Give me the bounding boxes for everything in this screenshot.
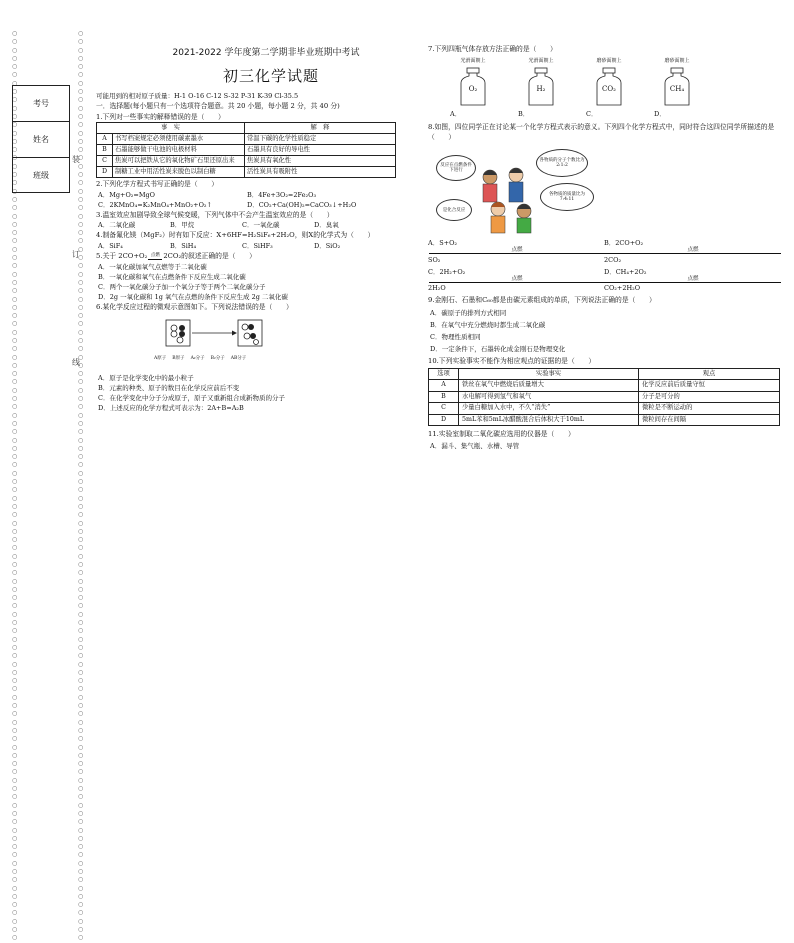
q1-head-expl: 解 释: [245, 123, 396, 134]
table-row: [429, 403, 780, 415]
equation-condition: 点燃: [605, 276, 781, 283]
subject-title: 初三化学试题: [222, 67, 319, 86]
equation-lhs: D．CH₄+2O₂: [604, 267, 647, 276]
q5-option-d[interactable]: D．2g 一氧化碳和 1g 氧气在点燃的条件下反应生成 2g 二氧化碳: [98, 292, 288, 301]
row-view: 微粒间存在间隔: [639, 414, 780, 426]
q2-option-a[interactable]: A．Mg+O₂=MgO: [98, 190, 155, 199]
equation-rhs: CO₂+2H₂O: [604, 283, 641, 292]
legend-b-atom: B原子: [172, 355, 185, 361]
question-4-stem: 4.制备氟化镁（MgF₂）时有如下反应：X+6HF=H₂SiF₆+2H₂O，则X的化学式为（ ）: [96, 231, 375, 240]
q9-option-d[interactable]: D．一定条件下，石墨转化成金刚石是物理变化: [430, 344, 566, 353]
bottle-option: C．: [586, 110, 598, 119]
row-fact: 少量白糖加入水中，不久“消失”: [459, 403, 639, 415]
gas-bottles: [450, 58, 700, 118]
equation-rhs: 2H₂O: [428, 283, 446, 292]
bottle-c[interactable]: [586, 58, 632, 118]
question-7-stem: 7.下列四瓶气体存放方法正确的是（ ）: [428, 45, 557, 53]
binding-dots-right: ○○○○○○○○○○○○○○○○○○○○○○○○○○○○○○○○○○○○○○○○○○○○○○○○○○○○○○○○○○○○○○○○○○○○○○○○○○○○○○○○○○○○○○○○○○○○○○○○○○○○○○○○○○○○○○: [78, 30, 86, 942]
bottle-gas: CO₂: [602, 85, 616, 94]
bottle-gas: CH₄: [669, 85, 685, 94]
q2-option-b[interactable]: B．4Fe+3O₂=2Fe₂O₃: [247, 190, 317, 199]
right-column: [428, 43, 780, 452]
question-4-options: [98, 242, 396, 250]
binding-dots-left: ○○○○○○○○○○○○○○○○○○○○○○○○○○○○○○○○○○○○○○○○○○○○○○○○○○○○○○○○○○○○○○○○○○○○○○○○○○○○○○○○○○○○○○○○○○○○○○○○○○○○○○○○○○○○○○: [12, 30, 20, 942]
speech-bubble-3: 是化合反应: [436, 199, 472, 221]
question-9-stem: 9.金刚石、石墨和C₆₀都是由碳元素组成的单质，下列说法正确的是（ ）: [428, 296, 656, 305]
bottle-option: D．: [654, 110, 666, 119]
exam-title: 2021-2022 学年度第二学期非毕业班期中考试: [172, 48, 360, 58]
row-fact: 铁丝在氧气中燃烧后质量增大: [459, 380, 639, 392]
row-option: B: [97, 145, 113, 156]
table-row: [97, 145, 396, 156]
bottle-label: 磨砂面朝上: [664, 58, 690, 65]
q5-option-c[interactable]: C．两个一氧化碳分子加一个氧分子等于两个二氧化碳分子: [98, 282, 266, 291]
bind-mark-xian: 线: [72, 358, 80, 367]
question-10-table: [428, 368, 780, 427]
row-option: D: [429, 414, 459, 426]
section-heading: 一．选择题(每小题只有一个选项符合题意。共 20 小题，每小题 2 分，共 40 分): [96, 102, 340, 111]
row-option: C: [429, 403, 459, 415]
q2-option-d[interactable]: D．CO₂+Ca(OH)₂=CaCO₃↓+H₂O: [247, 200, 357, 209]
question-8-options-cd: [428, 268, 780, 292]
equation-rhs: SO₂: [428, 255, 441, 264]
question-2-options-ab: [98, 191, 396, 199]
bottle-gas: H₂: [536, 85, 546, 94]
q4-option-d[interactable]: D．SiO₂: [314, 241, 341, 250]
bottle-option: A．: [450, 110, 462, 119]
equation-rhs: 2CO₂: [604, 255, 622, 264]
question-6-stem: 6.某化学反应过程的微观示意图如下。下列说法错误的是（ ）: [96, 303, 293, 312]
row-fact: 焦炭可以把铁从它的氧化物矿石里还原出来: [113, 156, 245, 167]
row-explanation: 焦炭具有氧化性: [245, 156, 396, 167]
q8-option-d[interactable]: [604, 268, 780, 292]
reaction-micro-diagram: [96, 314, 396, 372]
table-row: [429, 414, 780, 426]
equation-condition: 点燃: [429, 276, 605, 283]
q6-option-d[interactable]: D．上述反应的化学方程式可表示为：2A+B=A₂B: [98, 403, 244, 412]
speech-bubble-4: 各物质的质量比为7:4:11: [540, 183, 594, 211]
q8-option-c[interactable]: [428, 268, 604, 292]
q1-head-fact: 事 实: [97, 123, 245, 134]
row-fact: 石墨能够做干电池的电极材料: [113, 145, 245, 156]
q9-option-a[interactable]: A．碳原子的排列方式相同: [430, 308, 507, 317]
q4-option-b[interactable]: B．SiH₄: [170, 241, 197, 250]
question-8-options-ab: [428, 239, 780, 263]
q3-option-c[interactable]: C．一氧化碳: [242, 221, 280, 230]
q4-option-c[interactable]: C．SiHF₃: [242, 241, 273, 250]
bottle-b[interactable]: [518, 58, 564, 118]
q9-option-c[interactable]: C．物理性质相同: [430, 332, 481, 341]
q6-option-a[interactable]: A．原子是化学变化中的最小粒子: [98, 373, 194, 382]
q6-option-b[interactable]: B．元素的种类、原子的数目在化学反应前后不变: [98, 383, 240, 392]
equation-lhs: C．2H₂+O₂: [428, 267, 466, 276]
bind-mark-ding: 订: [72, 250, 80, 259]
q5-stem-post: 2CO₂的叙述正确的是（ ）: [163, 252, 256, 261]
q5-stem-pre: 5.关于 2CO+O₂: [96, 252, 148, 261]
speech-bubble-2: 各物质的分子个数比为2:1:2: [536, 149, 588, 177]
question-10-stem: 10.下列实验事实不能作为相应观点的证据的是（ ）: [428, 357, 596, 366]
question-1-table: [96, 122, 396, 178]
table-row: [97, 167, 396, 178]
bottle-label: 磨砂面朝上: [596, 58, 622, 65]
question-5-stem: [96, 252, 396, 260]
binding-strip: [0, 0, 95, 942]
row-view: 分子是可分的: [639, 391, 780, 403]
reaction-diagram-svg: [96, 314, 396, 372]
bottle-label: 光滑面朝上: [460, 58, 486, 65]
bottle-a[interactable]: [450, 58, 496, 118]
row-option: A: [429, 380, 459, 392]
student-info-box: [12, 85, 70, 193]
q5-option-b[interactable]: B．一氧化碳和氧气在点燃条件下反应生成二氧化碳: [98, 272, 246, 281]
name-field[interactable]: 姓名: [13, 122, 69, 158]
diagram-legend: [154, 356, 246, 362]
question-2-options-cd: [98, 201, 396, 209]
q3-option-d[interactable]: D．臭氧: [314, 221, 339, 230]
equation-lhs: A．S+O₂: [428, 239, 458, 248]
row-fact: 书写档案规定必须使用碳素墨水: [113, 134, 245, 145]
question-2-stem: 2.下列化学方程式书写正确的是（ ）: [96, 180, 219, 189]
row-explanation: 石墨具有良好的导电性: [245, 145, 396, 156]
row-option: D: [97, 167, 113, 178]
q2-option-c[interactable]: C．2KMnO₄=K₂MnO₄+MnO₂+O₂↑: [98, 200, 212, 209]
q3-option-b[interactable]: B．甲烷: [170, 221, 195, 230]
row-view: 化学反应前后质量守恒: [639, 380, 780, 392]
q5-option-a[interactable]: A．一氧化碳加氧气点燃等于二氧化碳: [98, 262, 207, 271]
bottle-d[interactable]: [654, 58, 700, 118]
q4-option-a[interactable]: A．SiF₄: [98, 241, 123, 250]
legend-a2-molecule: A₂分子: [190, 355, 205, 361]
row-option: A: [97, 134, 113, 145]
q3-option-a[interactable]: A．二氧化碳: [98, 221, 136, 230]
students-discussion-illustration: [428, 147, 780, 235]
atomic-masses: 可能用到的相对原子质量：H-1 O-16 C-12 S-32 P-31 K-39 Cl-35.5: [96, 92, 299, 100]
legend-b2-molecule: B₂分子: [210, 355, 225, 361]
bottle-option: B．: [518, 110, 530, 119]
legend-ab-molecule: AB分子: [230, 355, 247, 361]
row-fact: 水电解可得到氢气和氧气: [459, 391, 639, 403]
q6-option-c[interactable]: C．在化学变化中分子分成原子，原子又重新组合成新物质的分子: [98, 393, 285, 402]
left-column: [96, 48, 396, 414]
row-explanation: 活性炭具有吸附性: [245, 167, 396, 178]
bottle-gas: O₂: [468, 85, 478, 94]
exam-number-field[interactable]: 考号: [13, 86, 69, 122]
question-11-stem: 11.实验室制取二氧化碳应选用的仪器是（ ）: [428, 430, 575, 439]
question-3-stem: 3.温室效应加剧导致全球气候变暖，下列气体中不会产生温室效应的是（ ）: [96, 210, 334, 219]
row-fact: 5mL苯和5mL冰醋酸混合后体积大于10mL: [459, 414, 639, 426]
equation-lhs: B．2CO+O₂: [604, 239, 644, 248]
q8-option-a[interactable]: [428, 239, 604, 263]
q10-head-option: 选项: [429, 368, 459, 380]
class-field[interactable]: 班级: [33, 171, 49, 180]
speech-bubble-1: 反应在点燃条件下进行: [436, 155, 476, 181]
legend-a-atom: A原子: [154, 355, 167, 361]
equation-condition: 点燃: [429, 247, 605, 254]
equation-condition: 点燃: [605, 247, 781, 254]
row-explanation: 常温下碳的化学性质稳定: [245, 134, 396, 145]
q8-option-b[interactable]: [604, 239, 780, 263]
table-row: [429, 391, 780, 403]
q9-option-b[interactable]: B．在氧气中充分燃烧时都生成二氧化碳: [430, 320, 546, 329]
row-fact: 制糖工业中用活性炭来脱色以制白糖: [113, 167, 245, 178]
table-row: [97, 156, 396, 167]
table-row: [429, 380, 780, 392]
question-8-stem: 8.如图，四位同学正在讨论某一个化学方程式表示的意义。下列四个化学方程式中，同时符合这四位同学所描述的是（ ）: [428, 122, 775, 142]
row-option: B: [429, 391, 459, 403]
question-1-stem: 1.下列对一些事实的解释错误的是（ ）: [96, 112, 225, 121]
bind-mark-zhuang: 装: [72, 155, 80, 164]
q11-option-a[interactable]: A．漏斗、集气瓶、水槽、导管: [430, 441, 520, 450]
table-row: [97, 134, 396, 145]
q10-head-fact: 实验事实: [459, 368, 639, 380]
q5-condition: 点燃: [148, 253, 162, 260]
q10-head-view: 观点: [639, 368, 780, 380]
bottle-label: 光滑面朝上: [528, 58, 554, 65]
row-option: C: [97, 156, 113, 167]
row-view: 微粒是不断运动的: [639, 403, 780, 415]
question-3-options: [98, 221, 396, 229]
